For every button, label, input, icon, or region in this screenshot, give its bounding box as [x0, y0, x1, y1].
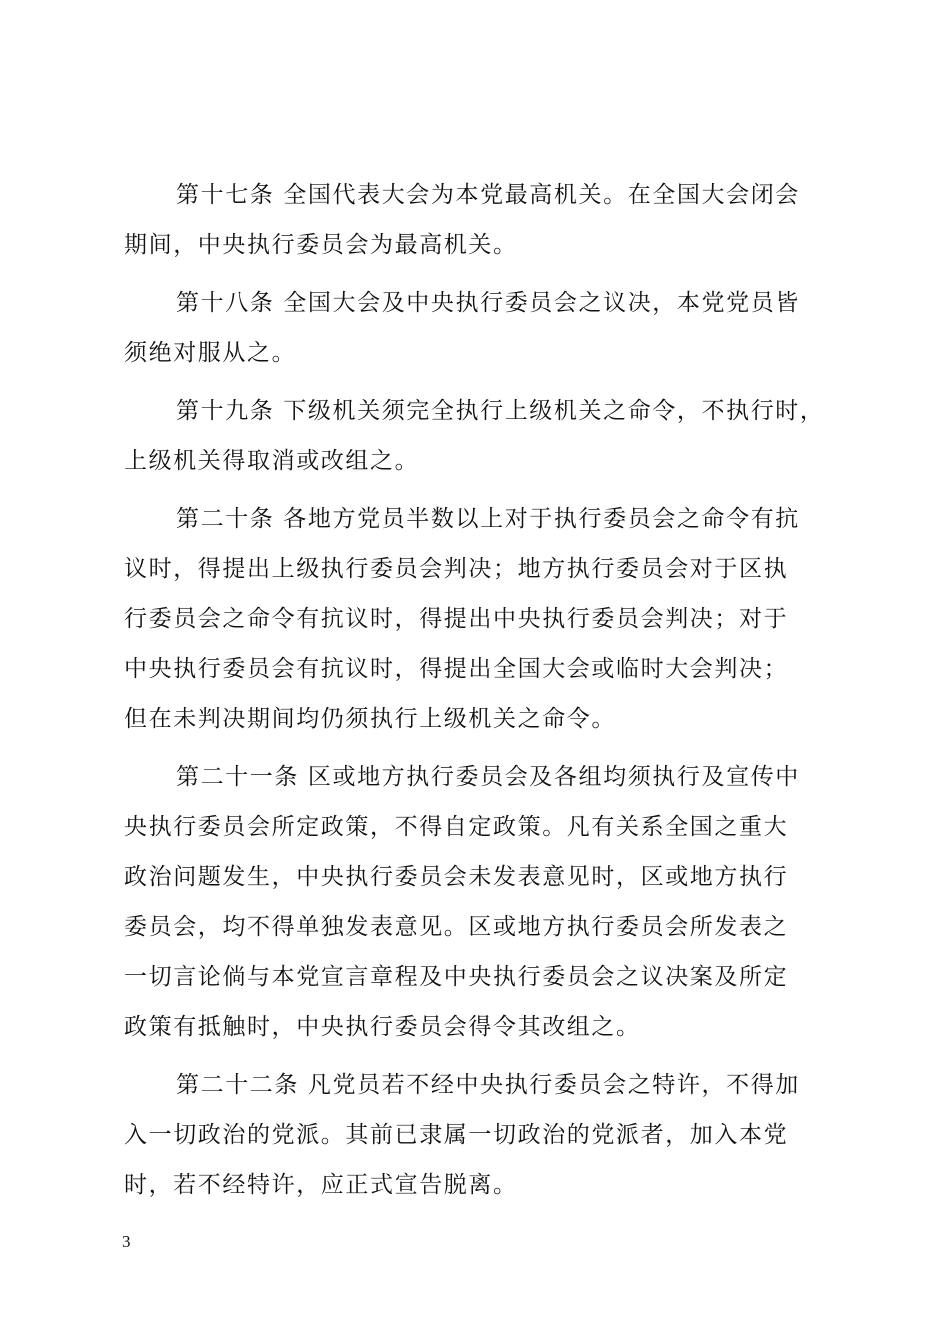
paragraph-line: 上级机关得取消或改组之。	[124, 448, 420, 474]
paragraph-article-21	[124, 752, 844, 1052]
paragraph-article-19	[124, 386, 844, 486]
paragraph-line: 期间，中央执行委员会为最高机关。	[124, 232, 518, 258]
paragraph-line: 政治问题发生，中央执行委员会未发表意见时，区或地方执行	[124, 864, 789, 890]
paragraph-line: 第十八条 全国大会及中央执行委员会之议决，本党党员皆	[176, 290, 800, 316]
paragraph-line: 央执行委员会所定政策，不得自定政策。凡有关系全国之重大	[124, 814, 789, 840]
paragraph-line: 一切言论倘与本党宣言章程及中央执行委员会之议决案及所定	[124, 964, 789, 990]
body-text	[124, 170, 844, 1210]
paragraph-line: 但在未判决期间均仍须执行上级机关之命令。	[124, 706, 616, 732]
paragraph-article-20	[124, 494, 844, 744]
paragraph-line: 入一切政治的党派。其前已隶属一切政治的党派者，加入本党	[124, 1122, 789, 1148]
paragraph-line: 第二十条 各地方党员半数以上对于执行委员会之命令有抗	[176, 506, 800, 532]
paragraph-line: 政策有抵触时，中央执行委员会得令其改组之。	[124, 1014, 641, 1040]
paragraph-line: 议时，得提出上级执行委员会判决；地方执行委员会对于区执	[124, 556, 789, 582]
paragraph-line: 须绝对服从之。	[124, 340, 297, 366]
paragraph-article-18	[124, 278, 844, 378]
paragraph-line: 第十九条 下级机关须完全执行上级机关之命令，不执行时，	[176, 398, 825, 424]
paragraph-line: 委员会，均不得单独发表意见。区或地方执行委员会所发表之	[124, 914, 789, 940]
page-number: 3	[122, 1232, 131, 1251]
paragraph-article-17	[124, 170, 844, 270]
paragraph-line: 第二十一条 区或地方执行委员会及各组均须执行及宣传中	[176, 764, 800, 790]
paragraph-line: 第二十二条 凡党员若不经中央执行委员会之特许，不得加	[176, 1072, 800, 1098]
paragraph-article-22	[124, 1060, 844, 1210]
paragraph-line: 第十七条 全国代表大会为本党最高机关。在全国大会闭会	[176, 182, 800, 208]
paragraph-line: 时，若不经特许，应正式宣告脱离。	[124, 1172, 518, 1198]
paragraph-line: 中央执行委员会有抗议时，得提出全国大会或临时大会判决；	[124, 656, 789, 682]
paragraph-line: 行委员会之命令有抗议时，得提出中央执行委员会判决；对于	[124, 606, 789, 632]
